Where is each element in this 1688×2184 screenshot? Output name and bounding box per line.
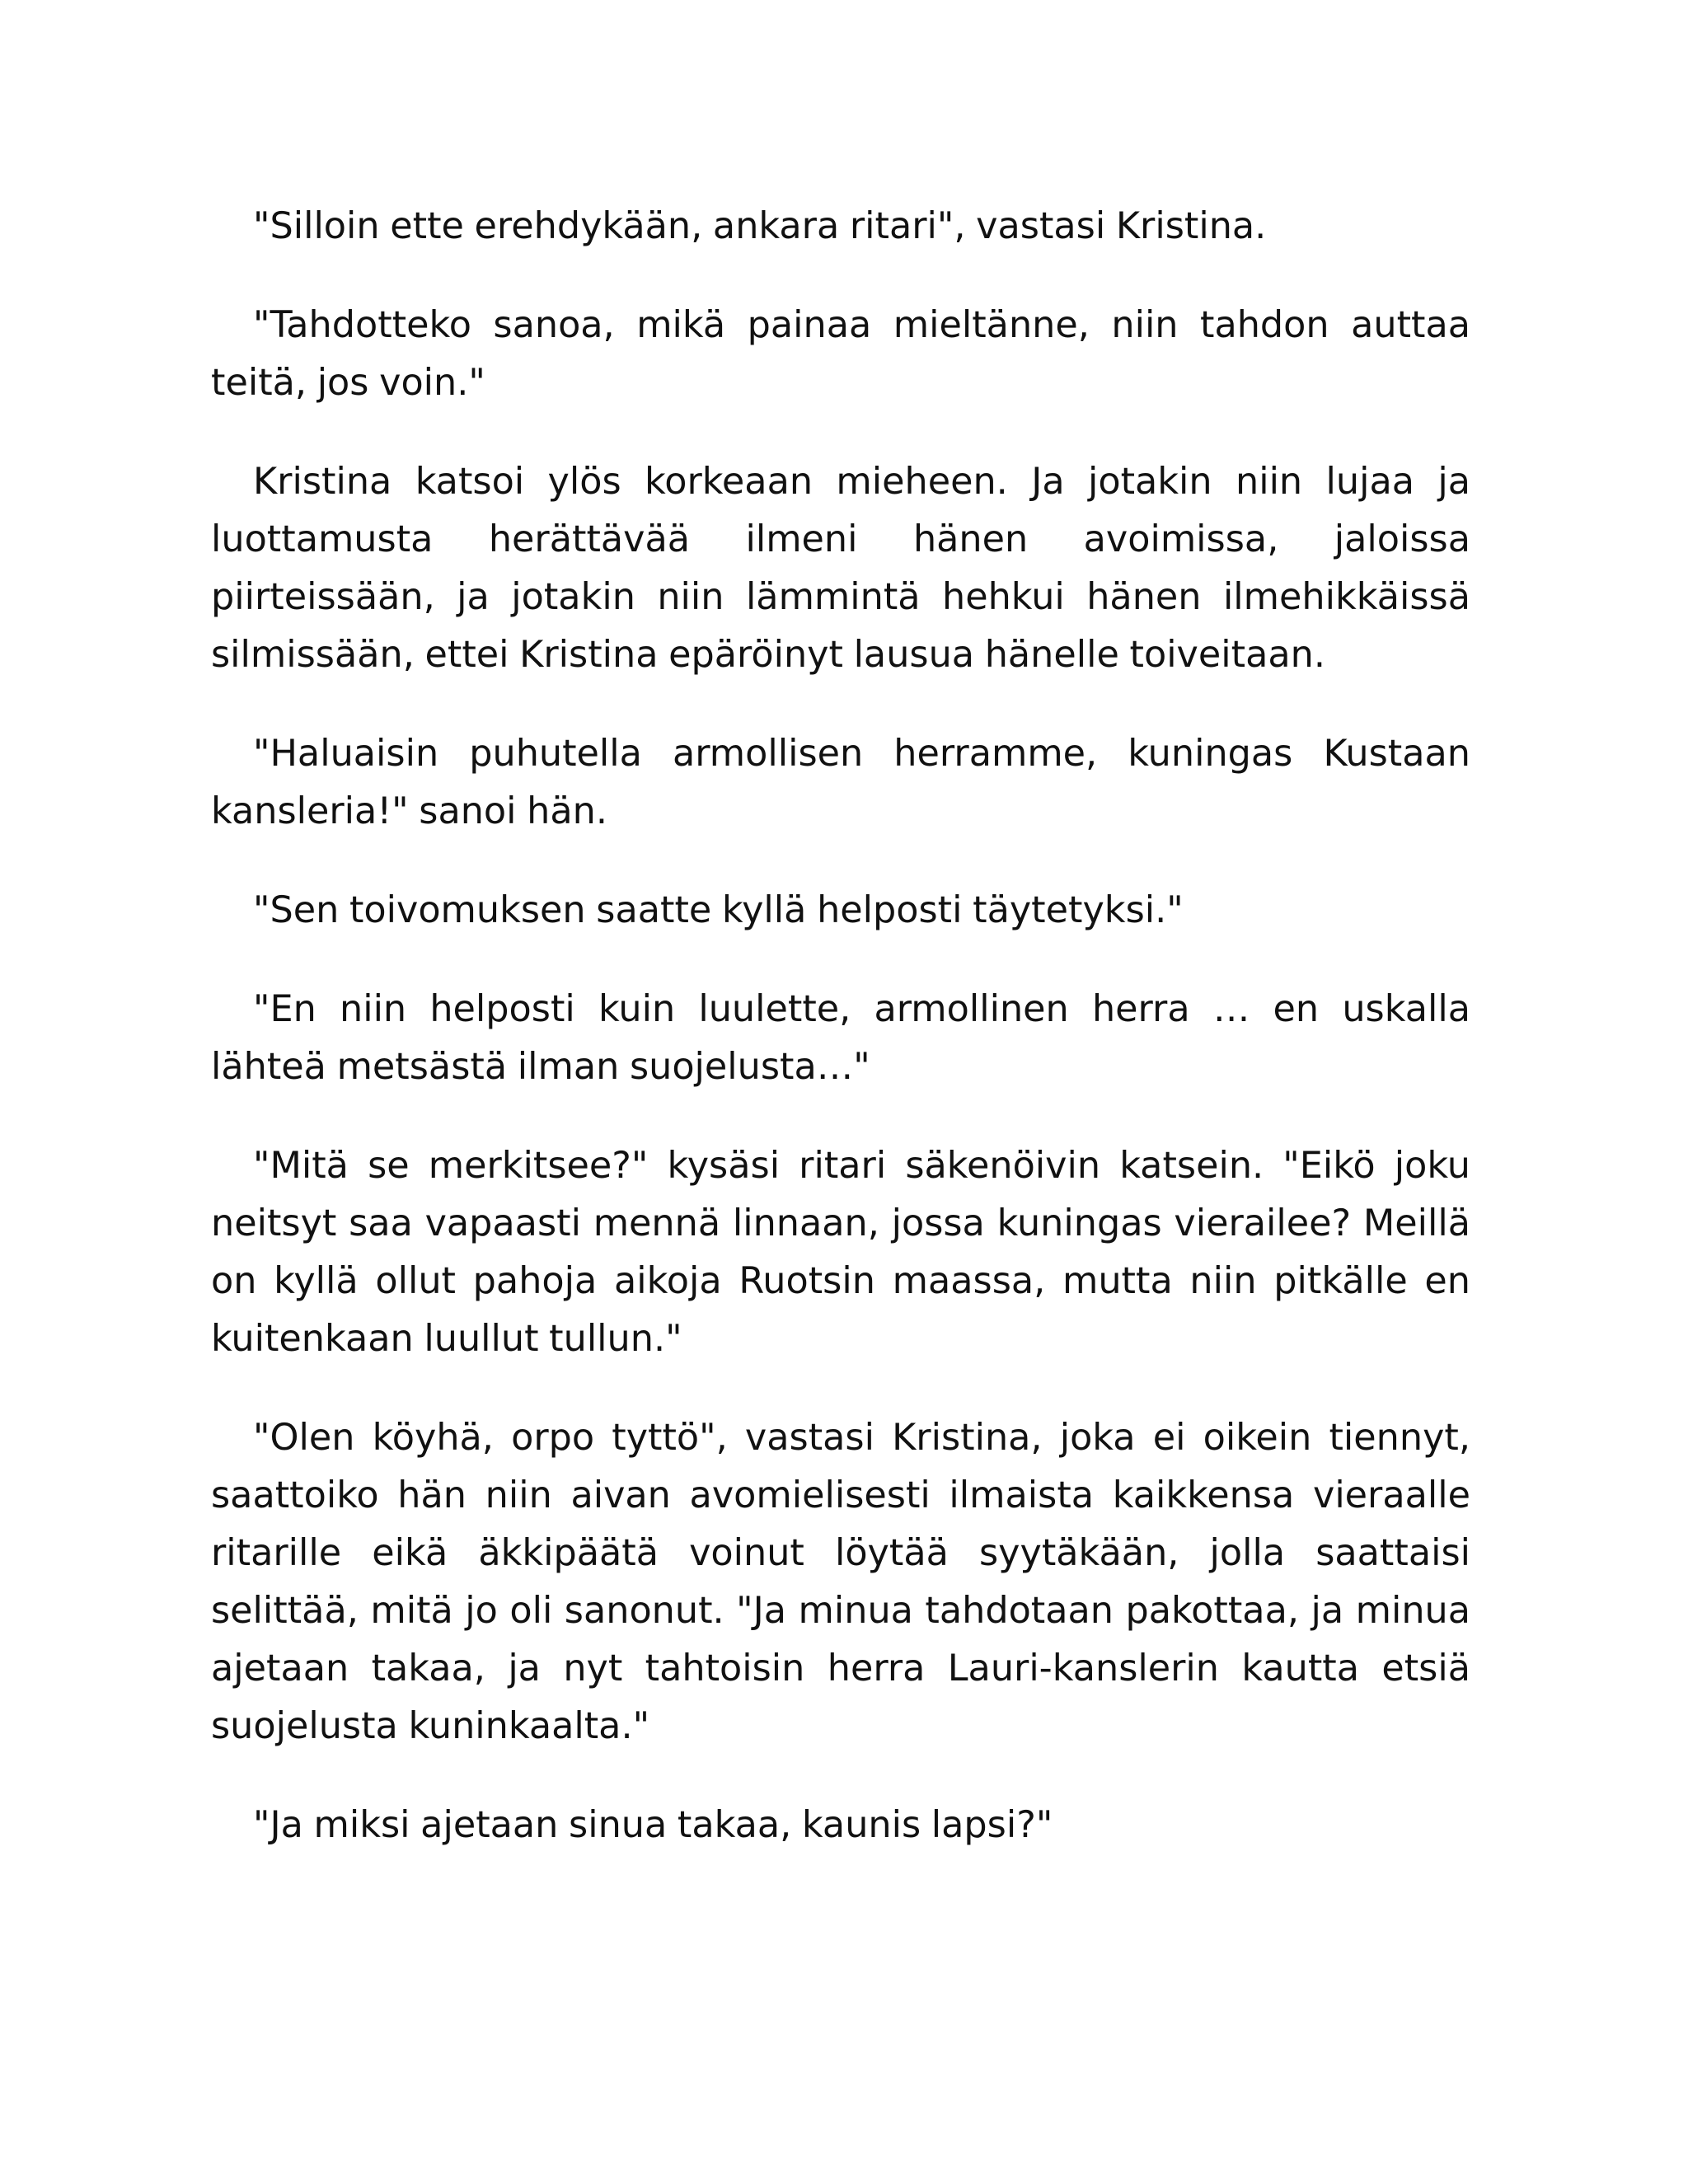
paragraph: "Ja miksi ajetaan sinua takaa, kaunis lapsi?" bbox=[253, 1804, 1053, 1846]
document-page bbox=[211, 198, 1470, 1896]
paragraph: "Haluaisin puhutella armollisen herramme, kuningas Kustaan kansleria!" sanoi hän. bbox=[211, 733, 1470, 832]
paragraph: "Olen köyhä, orpo tyttö", vastasi Kristina, joka ei oikein tiennyt, saattoiko hän niin aivan avomielisesti ilmaista kaikkensa vieraalle ritarille eikä äkkipäätä voinut löytää syytäkään, jolla saattaisi selittää, mitä jo oli sanonut. "Ja minua tahdotaan pakottaa, ja minua ajetaan takaa, ja nyt tahtoisin herra Lauri-kanslerin kautta etsiä suojelusta kuninkaalta." bbox=[211, 1417, 1470, 1747]
paragraph: "Sen toivomuksen saatte kyllä helposti täytetyksi." bbox=[253, 889, 1184, 931]
paragraph: Kristina katsoi ylös korkeaan mieheen. Ja jotakin niin lujaa ja luottamusta herättävää ilmeni hänen avoimissa, jaloissa piirteissään, ja jotakin niin lämmintä hehkui hänen ilmehikkäissä silmissään, ettei Kristina epäröinyt lausua hänelle toiveitaan. bbox=[211, 461, 1470, 676]
paragraph: "Mitä se merkitsee?" kysäsi ritari säkenöivin katsein. "Eikö joku neitsyt saa vapaasti mennä linnaan, jossa kuningas vierailee? Meillä on kyllä ollut pahoja aikoja Ruotsin maassa, mutta niin pitkälle en kuitenkaan luullut tullun." bbox=[211, 1145, 1470, 1360]
paragraph: "Tahdotteko sanoa, mikä painaa mieltänne, niin tahdon auttaa teitä, jos voin." bbox=[211, 304, 1470, 404]
paragraph: "En niin helposti kuin luulette, armollinen herra … en uskalla lähteä metsästä ilman suojelusta…" bbox=[211, 988, 1470, 1088]
paragraph: "Silloin ette erehdykään, ankara ritari", vastasi Kristina. bbox=[253, 205, 1267, 247]
